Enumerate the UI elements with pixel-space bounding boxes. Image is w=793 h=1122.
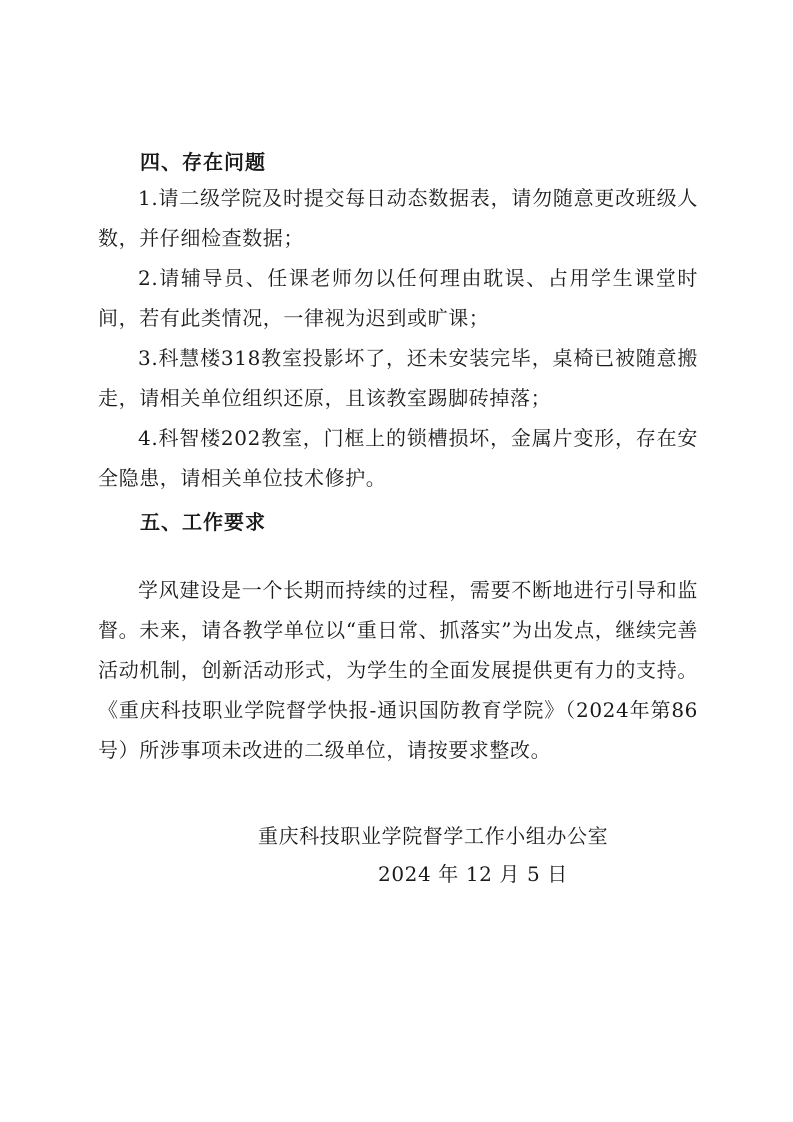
section-5-body: 学风建设是一个长期而持续的过程，需要不断地进行引导和监督。未来，请各教学单位以“重日常、抓落实”为出发点，继续完善活动机制，创新活动形式，为学生的全面发展提供更有力的支持。《重庆科技职业学院督学快报-通识国防教育学院》（2024年第86号）所涉事项未改进的二级单位，请按要求整改。 bbox=[98, 578, 698, 762]
section-4-item-3: 3.科慧楼318教室投影坏了，还未安装完毕，桌椅已被随意搬走，请相关单位组织还原，且该教室踢脚砖掉落； bbox=[98, 346, 698, 410]
section-4-item-4: 4.科智楼202教室，门框上的锁槽损坏，金属片变形，存在安全隐患，请相关单位技术修护。 bbox=[98, 426, 698, 490]
section-5-heading: 五、工作要求 bbox=[140, 510, 266, 534]
signature-office: 重庆科技职业学院督学工作小组办公室 bbox=[258, 824, 609, 848]
section-4-item-2: 2.请辅导员、任课老师勿以任何理由耽误、占用学生课堂时间，若有此类情况，一律视为迟到或旷课； bbox=[98, 266, 698, 330]
section-4-heading: 四、存在问题 bbox=[140, 150, 266, 174]
section-4-item-1: 1.请二级学院及时提交每日动态数据表，请勿随意更改班级人数，并仔细检查数据； bbox=[98, 186, 698, 250]
signature-date: 2024 年 12 月 5 日 bbox=[378, 862, 568, 886]
